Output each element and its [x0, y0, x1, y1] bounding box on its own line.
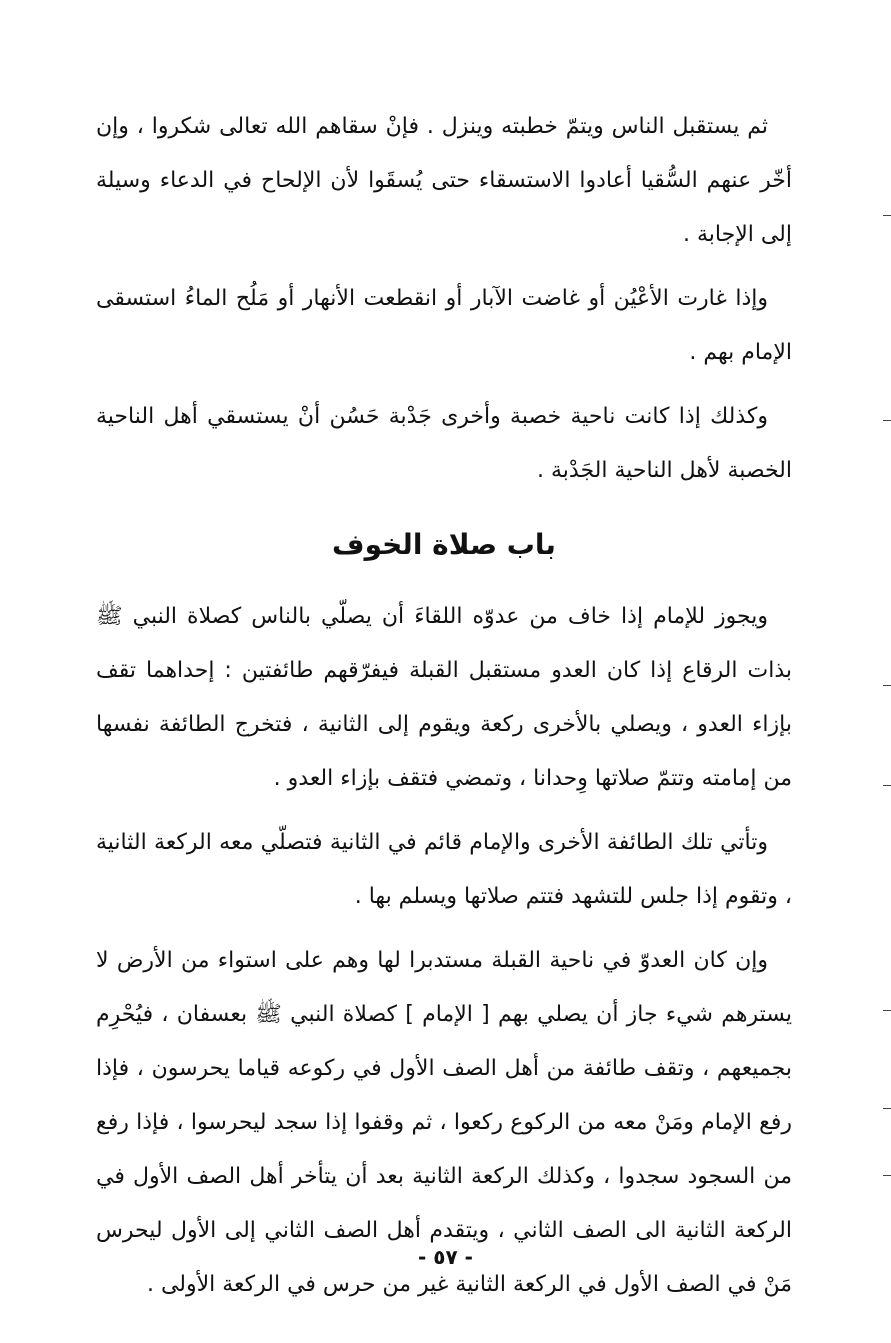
margin-tick — [883, 1175, 891, 1176]
margin-tick — [883, 420, 891, 421]
margin-tick — [883, 785, 891, 786]
paragraph-3: وكذلك إذا كانت ناحية خصبة وأخرى جَدْبة حَسُن أنْ يستسقي أهل الناحية الخصبة لأهل الناحية الجَدْبة . — [96, 404, 792, 483]
margin-tick — [883, 1108, 891, 1109]
paragraph-2: وإذا غارت الأعْيُن أو غاضت الآبار أو انقطعت الأنهار أو مَلُح الماءُ استسقى الإمام بهم . — [96, 286, 792, 365]
page-body — [96, 100, 792, 1322]
margin-tick — [883, 215, 891, 216]
paragraph-5: وتأتي تلك الطائفة الأخرى والإمام قائم في الثانية فتصلّي معه الركعة الثانية ، وتقوم إذا جلس للتشهد فتتم صلاتها ويسلم بها . — [96, 830, 792, 909]
margin-tick — [883, 1010, 891, 1011]
paragraph-6: وإن كان العدوّ في ناحية القبلة مستدبرا لها وهم على استواء من الأرض لا يسترهم شيء جاز أن يصلي بهم [ الإمام ] كصلاة النبي ﷺ بعسفان ، فيُحْرِم بجميعهم ، وتقف طائفة من أهل الصف الأول في ركوعه قياما يحرسون ، فإذا رفع الإمام ومَنْ معه من الركوع ركعوا ، ثم وقفوا إذا سجد ليحرسوا ، فإذا رفع من السجود سجدوا ، وكذلك الركعة الثانية بعد أن يتأخر أهل الصف الأول في الركعة الثانية الى الصف الثاني ، ويتقدم أهل الصف الثاني إلى الأول ليحرس مَنْ في الصف الأول في الركعة الثانية غير من حرس في الركعة الأولى . — [96, 948, 792, 1297]
paragraph-1: ثم يستقبل الناس ويتمّ خطبته وينزل . فإنْ سقاهم الله تعالى شكروا ، وإن أخّر عنهم السُّقيا أعادوا الاستسقاء حتى يُسقَوا لأن الإلحاح في الدعاء وسيلة إلى الإجابة . — [96, 114, 792, 247]
page-number: - ٥٧ - — [418, 1245, 473, 1269]
section-title: باب صلاة الخوف — [332, 528, 556, 561]
margin-tick — [883, 685, 891, 686]
paragraph-4: ويجوز للإمام إذا خاف من عدوّه اللقاءَ أن يصلّي بالناس كصلاة النبي ﷺ بذات الرقاع إذا كان العدو مستقبل القبلة فيفرّقهم طائفتين : إحداهما تقف بإزاء العدو ، ويصلي بالأخرى ركعة ويقوم إلى الثانية ، فتخرج الطائفة نفسها من إمامته وتتمّ صلاتها وِحدانا ، وتمضي فتقف بإزاء العدو . — [96, 604, 792, 791]
